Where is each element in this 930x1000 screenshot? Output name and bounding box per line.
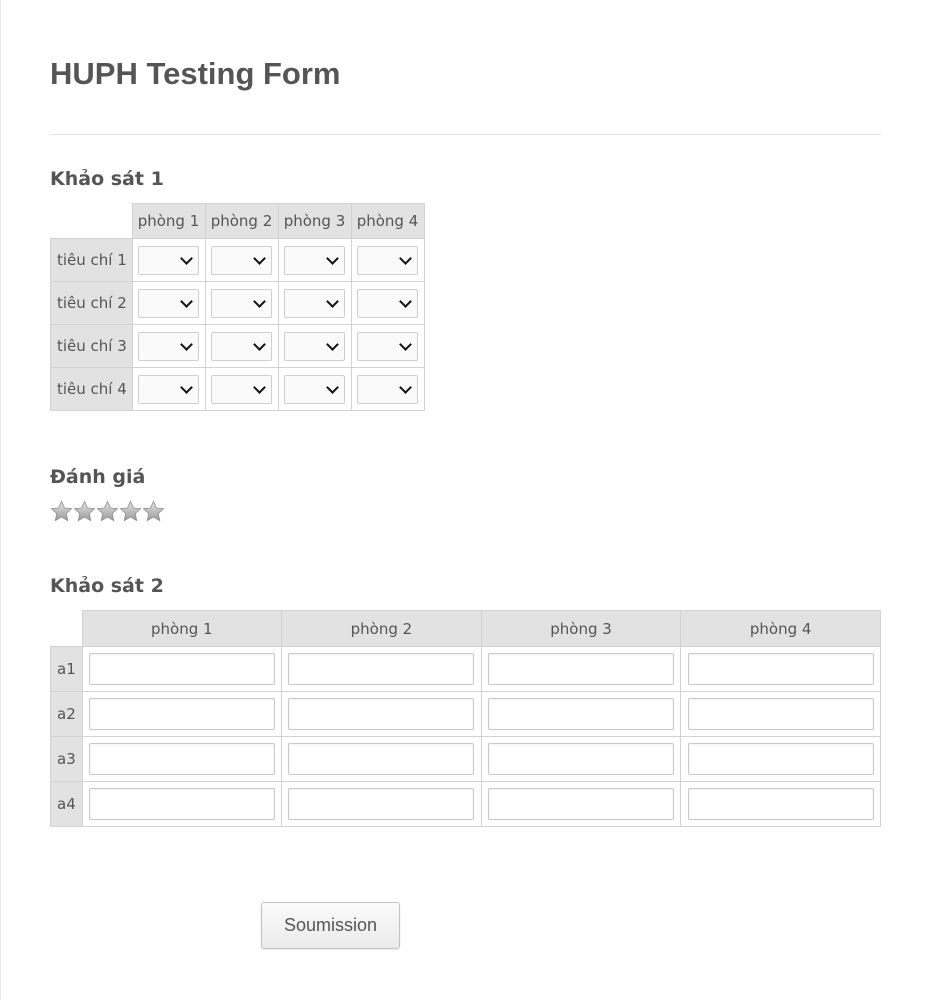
survey1-row-header: tiêu chí 3 [51, 325, 133, 368]
survey2-row-header: a4 [51, 782, 83, 827]
survey1-cell [205, 325, 278, 368]
survey2-row-header: a2 [51, 692, 83, 737]
survey2-column-header: phòng 4 [681, 611, 881, 647]
survey2-cell [82, 782, 282, 827]
survey2-cell [282, 647, 482, 692]
survey2-cell [681, 692, 881, 737]
survey2-row [51, 692, 881, 737]
chevron-down-icon [326, 381, 339, 394]
survey2-text-input[interactable] [488, 743, 674, 775]
chevron-down-icon [253, 381, 266, 394]
survey1-row-header: tiêu chí 2 [51, 282, 133, 325]
star-rating [50, 500, 165, 523]
chevron-down-icon [253, 295, 266, 308]
survey1-select[interactable] [284, 375, 345, 404]
survey1-cell [132, 282, 205, 325]
survey2-header-row [51, 611, 881, 647]
survey1-select[interactable] [138, 375, 199, 404]
survey1-cell [278, 325, 351, 368]
survey2-text-input[interactable] [89, 743, 275, 775]
survey1-cell [278, 239, 351, 282]
chevron-down-icon [180, 295, 193, 308]
title-divider [50, 134, 881, 135]
survey2-cell [282, 737, 482, 782]
survey1-select[interactable] [211, 375, 272, 404]
survey1-header-row [51, 204, 425, 239]
survey1-row [51, 368, 425, 411]
star-icon[interactable] [142, 500, 165, 523]
survey2-cell [681, 782, 881, 827]
survey2-text-input[interactable] [488, 698, 674, 730]
chevron-down-icon [326, 338, 339, 351]
survey2-text-input[interactable] [288, 653, 474, 685]
survey1-cell [205, 282, 278, 325]
survey2-cell [681, 647, 881, 692]
survey1-matrix [50, 203, 425, 411]
survey1-cell [205, 239, 278, 282]
survey1-select[interactable] [211, 289, 272, 318]
star-icon[interactable] [119, 500, 142, 523]
survey2-cell [481, 692, 681, 737]
form-title: HUPH Testing Form [50, 56, 341, 91]
survey2-row-header: a1 [51, 647, 83, 692]
survey1-select[interactable] [357, 246, 418, 275]
survey2-text-input[interactable] [288, 743, 474, 775]
survey1-select[interactable] [138, 289, 199, 318]
survey1-select[interactable] [357, 375, 418, 404]
survey1-cell [132, 368, 205, 411]
survey1-cell [351, 325, 424, 368]
survey1-column-header: phòng 2 [205, 204, 278, 239]
survey2-cell [481, 782, 681, 827]
chevron-down-icon [253, 252, 266, 265]
survey2-text-input[interactable] [89, 653, 275, 685]
survey2-row [51, 647, 881, 692]
chevron-down-icon [399, 381, 412, 394]
chevron-down-icon [180, 338, 193, 351]
chevron-down-icon [399, 252, 412, 265]
survey2-matrix [50, 610, 881, 827]
survey2-cell [282, 692, 482, 737]
survey1-select[interactable] [284, 289, 345, 318]
survey2-cell [681, 737, 881, 782]
survey2-column-header: phòng 3 [481, 611, 681, 647]
survey2-row-header: a3 [51, 737, 83, 782]
rating-label: Đánh giá [50, 466, 146, 488]
survey2-text-input[interactable] [89, 788, 275, 820]
chevron-down-icon [180, 381, 193, 394]
survey1-select[interactable] [357, 332, 418, 361]
survey1-label: Khảo sát 1 [50, 168, 164, 190]
survey1-column-header: phòng 3 [278, 204, 351, 239]
survey2-cell [282, 782, 482, 827]
survey2-cell [82, 692, 282, 737]
survey2-cell [82, 737, 282, 782]
survey1-cell [205, 368, 278, 411]
survey1-select[interactable] [357, 289, 418, 318]
survey1-select[interactable] [211, 332, 272, 361]
chevron-down-icon [180, 252, 193, 265]
page-left-border [0, 0, 1, 1000]
survey2-text-input[interactable] [488, 653, 674, 685]
survey2-text-input[interactable] [288, 788, 474, 820]
survey1-select[interactable] [138, 332, 199, 361]
survey1-row-header: tiêu chí 4 [51, 368, 133, 411]
survey2-text-input[interactable] [488, 788, 674, 820]
survey2-label: Khảo sát 2 [50, 575, 164, 597]
survey1-select[interactable] [284, 246, 345, 275]
survey2-text-input[interactable] [688, 698, 874, 730]
survey2-column-header: phòng 1 [82, 611, 282, 647]
survey2-corner [51, 611, 83, 647]
survey1-column-header: phòng 4 [351, 204, 424, 239]
chevron-down-icon [326, 252, 339, 265]
survey2-cell [82, 647, 282, 692]
survey2-text-input[interactable] [89, 698, 275, 730]
chevron-down-icon [253, 338, 266, 351]
survey1-cell [351, 368, 424, 411]
survey1-row [51, 325, 425, 368]
survey1-select[interactable] [211, 246, 272, 275]
survey2-text-input[interactable] [288, 698, 474, 730]
survey2-column-header: phòng 2 [282, 611, 482, 647]
survey1-cell [351, 239, 424, 282]
survey2-text-input[interactable] [688, 743, 874, 775]
survey1-cell [351, 282, 424, 325]
survey1-column-header: phòng 1 [132, 204, 205, 239]
chevron-down-icon [399, 295, 412, 308]
survey1-cell [278, 282, 351, 325]
survey1-row [51, 282, 425, 325]
survey1-select[interactable] [284, 332, 345, 361]
survey1-cell [132, 239, 205, 282]
survey2-row [51, 737, 881, 782]
star-icon[interactable] [73, 500, 96, 523]
survey2-text-input[interactable] [688, 653, 874, 685]
survey1-row [51, 239, 425, 282]
survey2-cell [481, 647, 681, 692]
survey2-text-input[interactable] [688, 788, 874, 820]
chevron-down-icon [326, 295, 339, 308]
chevron-down-icon [399, 338, 412, 351]
survey1-corner [51, 204, 133, 239]
survey1-cell [278, 368, 351, 411]
star-icon[interactable] [96, 500, 119, 523]
survey1-row-header: tiêu chí 1 [51, 239, 133, 282]
submit-button[interactable]: Soumission [261, 902, 400, 949]
star-icon[interactable] [50, 500, 73, 523]
survey2-cell [481, 737, 681, 782]
survey1-select[interactable] [138, 246, 199, 275]
survey2-row [51, 782, 881, 827]
survey1-cell [132, 325, 205, 368]
